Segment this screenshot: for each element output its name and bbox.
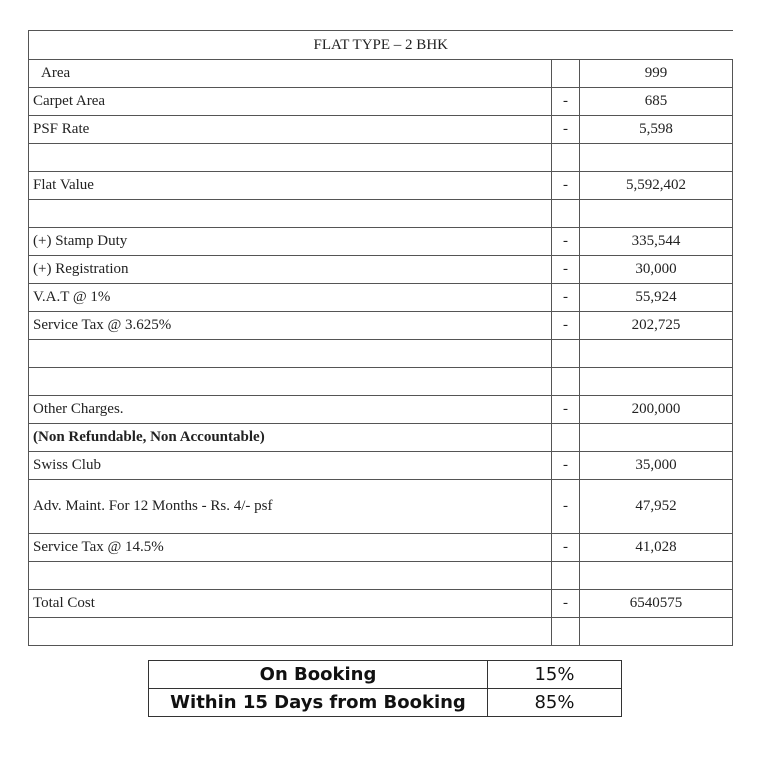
cost-row-separator: -	[552, 88, 580, 116]
payment-schedule-body	[149, 661, 622, 717]
cost-row-label: Other Charges.	[29, 396, 552, 424]
cost-row-separator	[552, 340, 580, 368]
cost-row-value: 6540575	[580, 590, 733, 618]
cost-row-separator: -	[552, 312, 580, 340]
cost-row-separator: -	[552, 534, 580, 562]
payment-row	[149, 661, 622, 689]
cost-row	[29, 452, 733, 480]
cost-sheet-header-row	[29, 31, 733, 60]
cost-row-label	[29, 144, 552, 172]
cost-row	[29, 424, 733, 452]
cost-row-value: 200,000	[580, 396, 733, 424]
cost-row	[29, 590, 733, 618]
cost-row-label: Total Cost	[29, 590, 552, 618]
cost-row-value: 5,592,402	[580, 172, 733, 200]
cost-row-value: 202,725	[580, 312, 733, 340]
cost-row-value	[580, 618, 733, 646]
cost-row	[29, 116, 733, 144]
payment-row	[149, 689, 622, 717]
cost-row-label	[29, 368, 552, 396]
cost-sheet-body	[29, 60, 733, 646]
cost-row-label: Adv. Maint. For 12 Months - Rs. 4/- psf	[29, 480, 552, 534]
cost-row-label: Carpet Area	[29, 88, 552, 116]
cost-row-label: V.A.T @ 1%	[29, 284, 552, 312]
cost-row-separator: -	[552, 590, 580, 618]
cost-row	[29, 172, 733, 200]
payment-schedule-table	[148, 660, 622, 717]
cost-row-value	[580, 200, 733, 228]
cost-row-label: Service Tax @ 3.625%	[29, 312, 552, 340]
cost-row-label: (Non Refundable, Non Accountable)	[29, 424, 552, 452]
cost-row	[29, 228, 733, 256]
cost-row-value: 47,952	[580, 480, 733, 534]
cost-row-separator: -	[552, 396, 580, 424]
cost-row	[29, 396, 733, 424]
cost-row-value: 5,598	[580, 116, 733, 144]
cost-row	[29, 618, 733, 646]
cost-row-separator	[552, 562, 580, 590]
payment-percent: 85%	[488, 689, 622, 717]
cost-row-value	[580, 368, 733, 396]
payment-stage: Within 15 Days from Booking	[149, 689, 488, 717]
cost-row-value: 35,000	[580, 452, 733, 480]
cost-row-label	[29, 562, 552, 590]
cost-row	[29, 200, 733, 228]
cost-row-value	[580, 144, 733, 172]
payment-stage: On Booking	[149, 661, 488, 689]
cost-row-label: Area	[29, 60, 552, 88]
cost-row-value	[580, 424, 733, 452]
cost-row-separator: -	[552, 284, 580, 312]
cost-row-label: Swiss Club	[29, 452, 552, 480]
cost-row	[29, 88, 733, 116]
cost-row-value	[580, 340, 733, 368]
cost-row-separator: -	[552, 480, 580, 534]
cost-row-separator: -	[552, 228, 580, 256]
payment-percent: 15%	[488, 661, 622, 689]
cost-row-separator: -	[552, 116, 580, 144]
cost-row	[29, 340, 733, 368]
cost-row-separator: -	[552, 172, 580, 200]
cost-row-separator	[552, 424, 580, 452]
cost-row-value: 41,028	[580, 534, 733, 562]
cost-row	[29, 144, 733, 172]
cost-row-separator: -	[552, 256, 580, 284]
cost-row-value: 999	[580, 60, 733, 88]
cost-row-label: (+) Stamp Duty	[29, 228, 552, 256]
cost-row-separator	[552, 200, 580, 228]
cost-row-label	[29, 618, 552, 646]
cost-row-separator	[552, 368, 580, 396]
cost-sheet-table	[28, 30, 733, 646]
cost-row	[29, 256, 733, 284]
cost-row	[29, 480, 733, 534]
cost-row	[29, 562, 733, 590]
cost-row	[29, 534, 733, 562]
cost-row-value: 335,544	[580, 228, 733, 256]
cost-row-value: 685	[580, 88, 733, 116]
cost-row-label: Service Tax @ 14.5%	[29, 534, 552, 562]
flat-type-title: FLAT TYPE – 2 BHK	[29, 31, 733, 60]
cost-row	[29, 284, 733, 312]
cost-row-label	[29, 340, 552, 368]
cost-row-label: (+) Registration	[29, 256, 552, 284]
cost-row-separator	[552, 60, 580, 88]
cost-row	[29, 368, 733, 396]
cost-row-value: 30,000	[580, 256, 733, 284]
cost-row	[29, 312, 733, 340]
cost-row-value: 55,924	[580, 284, 733, 312]
cost-row-separator	[552, 144, 580, 172]
cost-row-separator	[552, 618, 580, 646]
cost-row-value	[580, 562, 733, 590]
cost-row-label	[29, 200, 552, 228]
cost-row	[29, 60, 733, 88]
cost-row-label: PSF Rate	[29, 116, 552, 144]
cost-row-label: Flat Value	[29, 172, 552, 200]
cost-row-separator: -	[552, 452, 580, 480]
